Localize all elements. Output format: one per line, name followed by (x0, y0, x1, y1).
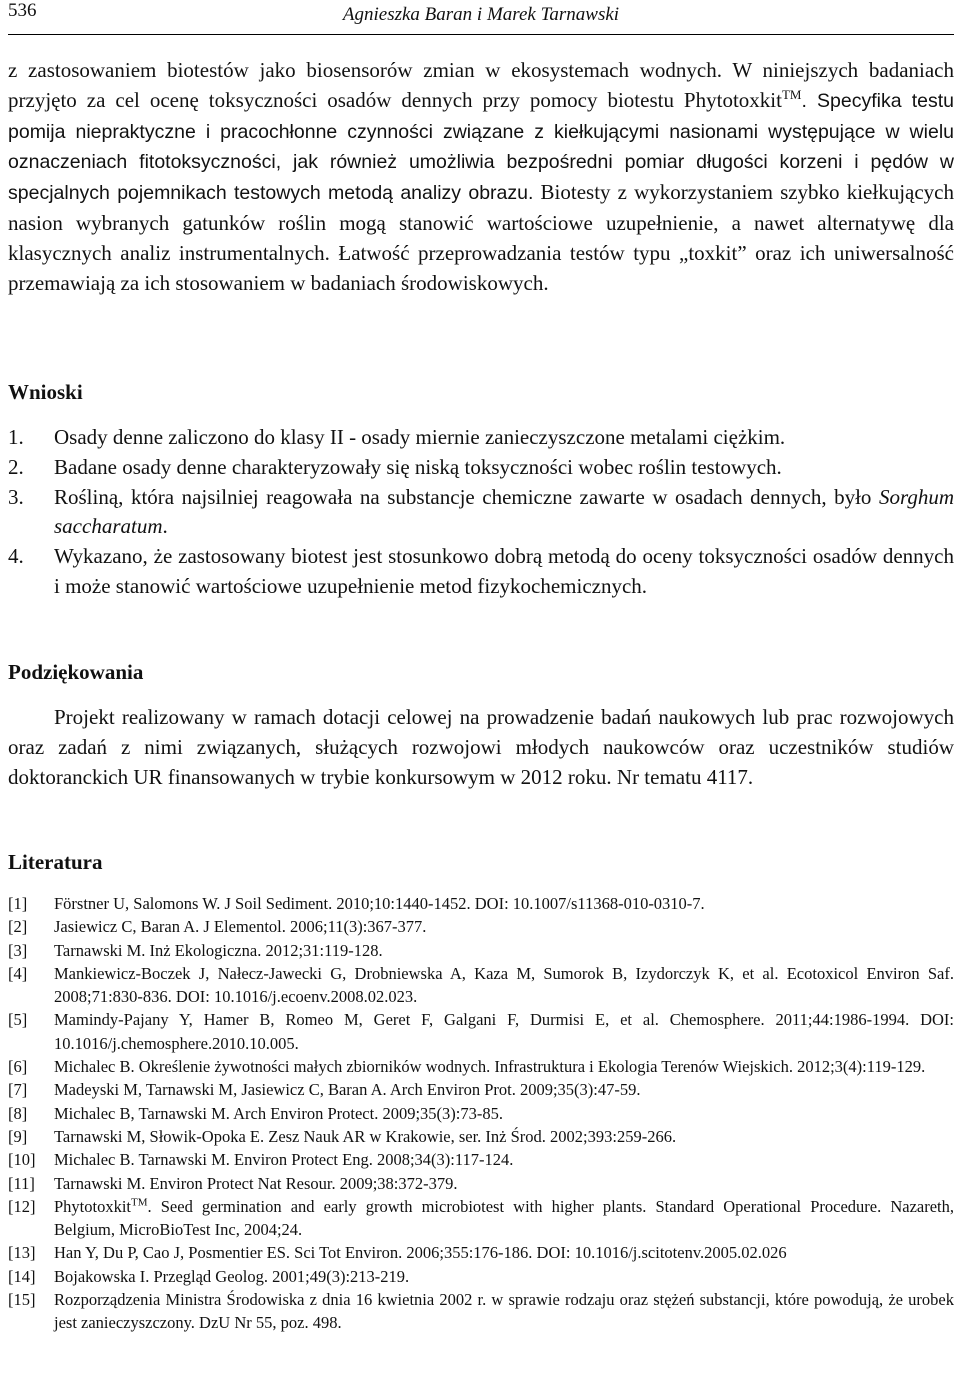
intro-paragraph (8, 56, 954, 298)
conclusions-list (8, 423, 954, 602)
species-name: Sorghum saccharatum (54, 484, 954, 539)
reference-item (8, 1102, 954, 1125)
acknowledgements-heading: Podziękowania (8, 660, 144, 684)
reference-number: [15] (8, 1290, 36, 1310)
reference-item (8, 1195, 954, 1242)
reference-text: Jasiewicz C, Baran A. J Elementol. 2006;11(3):367-377. (54, 917, 427, 937)
conclusion-text: Wykazano, że zastosowany biotest jest stosunkowo dobrą metodą do oceny toksyczności osadów dennych i może stanowić wartościowe uzupełnienie metod fizykochemicznych. (54, 544, 954, 598)
intro-text-b: . Specyfika testu pomija niepraktyczne i pracochłonne czynności związane z kiełkującymi nasionami występujące w wielu oznaczeniach fitotoksyczności, jak również umożliwia bezpośredni pomiar długości korzeni i pędów w specjalnych pojemnikach testowych metodą analizy obrazu. (8, 89, 954, 205)
reference-number: [6] (8, 1057, 28, 1077)
reference-text: Tarnawski M, Słowik-Opoka E. Zesz Nauk AR w Krakowie, ser. Inż Środ. 2002;393:259-266. (54, 1126, 677, 1146)
page-header (8, 0, 954, 35)
reference-number: [4] (8, 963, 28, 983)
conclusion-item (8, 542, 954, 602)
trademark-superscript: TM (131, 1196, 148, 1209)
conclusion-text: Badane osady denne charakteryzowały się niską toksyczności wobec roślin testowych. (54, 454, 782, 479)
conclusion-text: Osady denne zaliczono do klasy II - osady miernie zanieczyszczone metalami ciężkim. (54, 425, 786, 449)
reference-number: [11] (8, 1173, 35, 1193)
conclusion-item (8, 483, 954, 543)
reference-item (8, 1241, 954, 1264)
conclusion-item (8, 453, 954, 483)
running-title: Agnieszka Baran i Marek Tarnawski (342, 4, 620, 25)
reference-item (8, 1125, 954, 1148)
trademark-superscript: TM (781, 86, 802, 102)
reference-text: Mamindy-Pajany Y, Hamer B, Romeo M, Geret F, Galgani F, Durmisi E, et al. Chemosphere. 2011;44:1986-1994. DOI: 10.1016/j.chemosphere.2010.10.005. (54, 1010, 954, 1053)
reference-item (8, 1148, 954, 1171)
reference-number: [7] (8, 1080, 28, 1100)
conclusion-number: 4. (8, 544, 24, 569)
reference-item (8, 915, 954, 938)
reference-text: Mankiewicz-Boczek J, Nałecz-Jawecki G, Drobniewska A, Kaza M, Sumorok B, Izydorczyk K, et al. Ecotoxicol Environ Saf. 2008;71:830-836. DOI: 10.1016/j.ecoenv.2008.02.023. (54, 963, 954, 1007)
references-list (8, 892, 954, 1335)
reference-text: Tarnawski M. Inż Ekologiczna. 2012;31:119-128. (54, 940, 383, 960)
reference-item (8, 1265, 954, 1288)
reference-number: [14] (8, 1266, 36, 1286)
conclusion-number: 2. (8, 454, 24, 479)
reference-pre: Phytotoxkit (54, 1196, 132, 1216)
reference-text: Rozporządzenia Ministra Środowiska z dnia 16 kwietnia 2002 r. w sprawie rodzaju oraz stężeń substancji, które powodują, że urobek jest zanieczyszczony. DzU Nr 55, poz. 498. (54, 1290, 954, 1333)
reference-number: [2] (8, 917, 28, 937)
page-number: 536 (8, 0, 37, 21)
reference-number: [9] (8, 1126, 28, 1146)
reference-text: Michalec B. Tarnawski M. Environ Protect Eng. 2008;34(3):117-124. (54, 1150, 514, 1170)
reference-text: Han Y, Du P, Cao J, Posmentier ES. Sci Tot Environ. 2006;355:176-186. DOI: 10.1016/j.scitotenv.2005.02.026 (54, 1243, 787, 1263)
reference-text: Madeyski M, Tarnawski M, Jasiewicz C, Baran A. Arch Environ Prot. 2009;35(3):47-59. (54, 1080, 641, 1100)
reference-item (8, 1055, 954, 1078)
reference-item (8, 1288, 954, 1335)
reference-item (8, 1008, 954, 1055)
reference-item (8, 939, 954, 962)
reference-item (8, 892, 954, 915)
reference-number: [1] (8, 894, 28, 913)
intro-text-c: Biotesty z wykorzystaniem szybko kiełkujących nasion wybranych gatunków roślin mogą stanowić wartościowe uzupełnienie, a nawet alternatywę dla klasycznych analiz instrumentalnych. Łatwość przeprowadzania testów typu „toxkit” oraz ich uniwersalność przemawiają za ich stosowaniem w badaniach środowiskowych. (8, 180, 954, 295)
reference-text: Förstner U, Salomons W. J Soil Sediment. 2010;10:1440-1452. DOI: 10.1007/s11368-010-0310-7. (54, 894, 705, 913)
reference-text: Michalec B. Określenie żywotności małych zbiorników wodnych. Infrastruktura i Ekologia Terenów Wiejskich. 2012;3(4):119-129. (54, 1057, 926, 1077)
intro-text-a: z zastosowaniem biotestów jako biosensorów zmian w ekosystemach wodnych. W niniejszych badaniach przyjęto za cel ocenę toksyczności osadów dennych przy pomocy biotestu Phytotoxkit (8, 58, 954, 112)
reference-number: [8] (8, 1103, 28, 1123)
reference-number: [13] (8, 1243, 36, 1263)
reference-text: Michalec B, Tarnawski M. Arch Environ Protect. 2009;35(3):73-85. (54, 1103, 503, 1123)
references-heading: Literatura (8, 850, 103, 874)
conclusion-item (8, 423, 954, 453)
acknowledgements-text: Projekt realizowany w ramach dotacji celowej na prowadzenie badań naukowych lub prac rozwojowych oraz zadań z nimi związanych, służących rozwojowi młodych naukowców oraz uczestników studiów doktoranckich UR finansowanych w trybie konkursowym w 2012 roku. Nr tematu 4117. (8, 705, 954, 789)
reference-text: . Seed germination and early growth microbiotest with higher plants. Standard Operational Procedure. Nazareth, Belgium, MicroBioTest Inc, 2004;24. (54, 1196, 954, 1240)
conclusions-heading: Wnioski (8, 380, 83, 404)
reference-text: Bojakowska I. Przegląd Geolog. 2001;49(3):213-219. (54, 1266, 410, 1286)
conclusion-number: 3. (8, 484, 24, 509)
conclusion-tail: . (162, 514, 168, 539)
reference-item (8, 1172, 954, 1195)
page (8, 0, 954, 1333)
conclusion-text: Rośliną, która najsilniej reagowała na substancje chemiczne zawarte w osadach dennych, było (54, 484, 879, 509)
reference-item (8, 962, 954, 1009)
reference-number: [3] (8, 940, 28, 960)
reference-text: Tarnawski M. Environ Protect Nat Resour. 2009;38:372-379. (54, 1173, 458, 1193)
reference-number: [5] (8, 1010, 28, 1030)
reference-number: [10] (8, 1150, 36, 1170)
conclusion-number: 1. (8, 425, 24, 449)
reference-number: [12] (8, 1196, 36, 1216)
reference-item (8, 1078, 954, 1101)
